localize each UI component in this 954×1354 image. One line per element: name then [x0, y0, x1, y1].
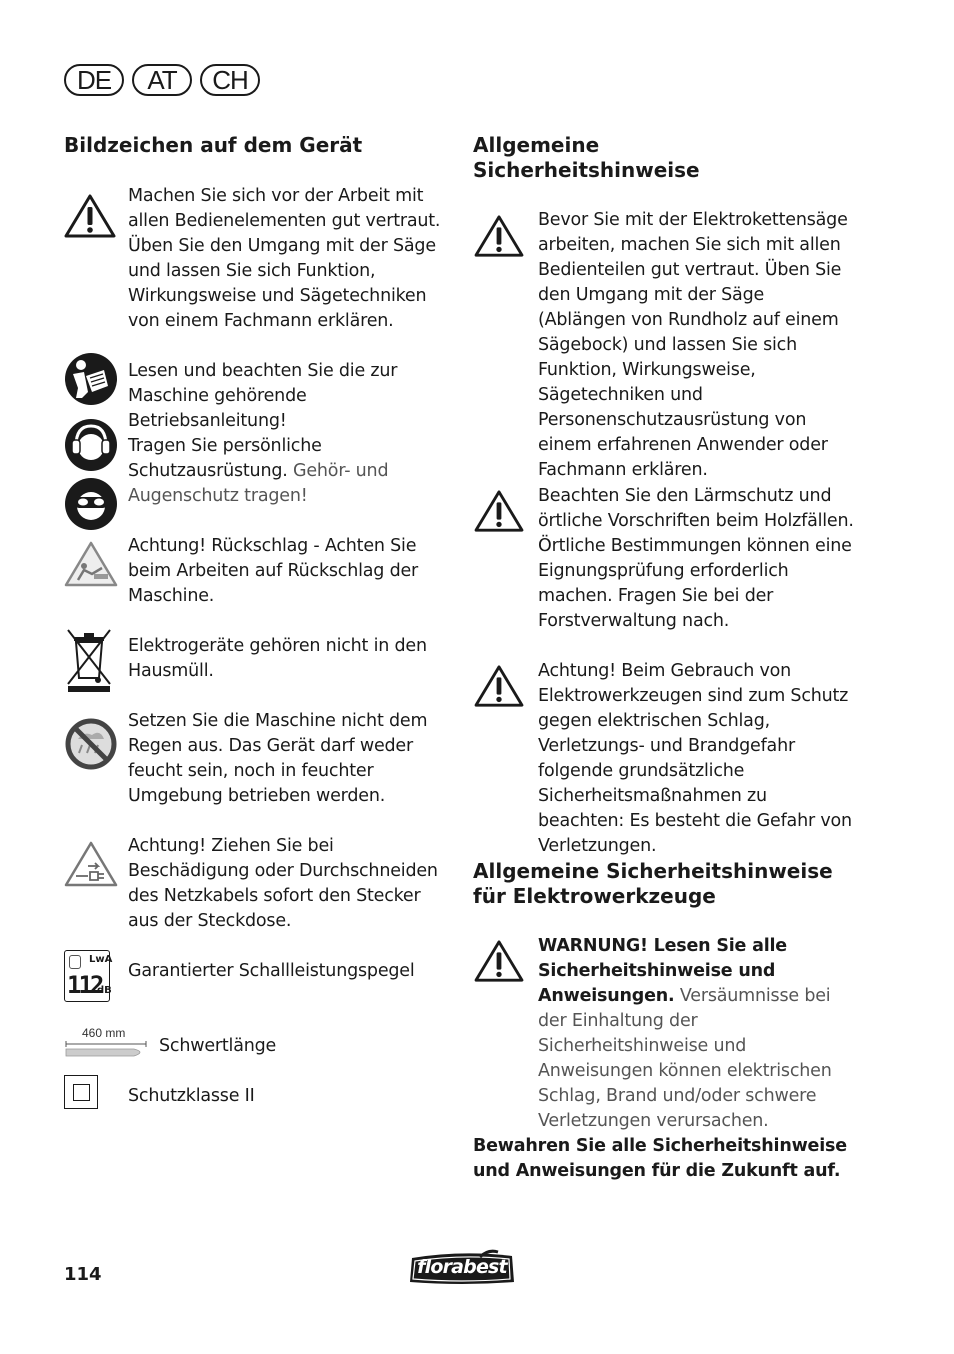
symbol-text-warning: Machen Sie sich vor der Arbeit mit allen Bedienelementen gut vertraut. Üben Sie den Umgang mit der Säge und lassen Sie sich Funktion, Wirkungsweise und Sägetechniken von einem Fachmann erklären.	[128, 186, 441, 331]
warning-icon	[474, 939, 524, 983]
safety-text-1: Bevor Sie mit der Elektrokettensäge arbeiten, machen Sie sich mit allen Bedienteilen gut vertraut. Üben Sie den Umgang mit der Säge (Ablängen von Rundholz auf einem Sägebock) und lassen Sie sich Funktion, Wirkungsweise, Sägetechniken und Personenschutzausrüstung von einem erfahrenen Anwender oder Fachmann erklären.	[538, 210, 848, 480]
symbol-text-kickback: Achtung! Rückschlag - Achten Sie beim Arbeiten auf Rückschlag der Maschine.	[128, 536, 419, 606]
badge-at: AT	[132, 64, 192, 96]
badge-de: DE	[64, 64, 124, 96]
florabest-logo	[406, 1248, 518, 1288]
bar-length-value: 460 mm	[82, 1026, 126, 1040]
inner-square-icon	[73, 1084, 90, 1101]
symbol-text-disposal: Elektrogeräte gehören nicht in den Hausmüll.	[128, 636, 427, 681]
sound-power-icon	[64, 950, 113, 1002]
right-heading-1: Allgemeine Sicherheitshinweise	[473, 133, 700, 182]
speaker-icon	[69, 955, 81, 969]
crossed-bin-icon	[64, 628, 114, 694]
symbol-text-sound: Garantierter Schallleistungspegel	[128, 961, 415, 981]
warning-icon	[474, 214, 524, 258]
symbol-text-ppe: Tragen Sie persönliche Schutzausrüstung. Gehör- und Augenschutz tragen!	[128, 436, 389, 506]
warning-icon	[474, 489, 524, 533]
protection-class-icon	[64, 1075, 98, 1109]
sound-power-unit: dB	[97, 985, 112, 996]
bar-length-icon	[64, 1026, 148, 1060]
safety-text-2: Beachten Sie den Lärmschutz und örtliche Vorschriften beim Holzfällen. Örtliche Bestimmungen können eine Eignungsprüfung erforderlich machen. Fragen Sie bei der Forstverwaltung nach.	[538, 486, 854, 631]
unplug-warning-icon	[64, 840, 118, 888]
symbol-text-unplug: Achtung! Ziehen Sie bei Beschädigung oder Durchschneiden des Netzkabels sofort den Stecker aus der Steckdose.	[128, 836, 438, 931]
symbol-text-bar-length: Schwertlänge	[159, 1036, 277, 1056]
warning-icon	[64, 193, 116, 239]
symbol-text-manual: Lesen und beachten Sie die zur Maschine gehörende Betriebsanleitung!	[128, 361, 398, 431]
warning-icon	[474, 664, 524, 708]
logo-text: florabest	[417, 1256, 507, 1278]
symbol-text-protection: Schutzklasse II	[128, 1086, 255, 1106]
eye-protection-icon	[64, 477, 118, 531]
no-rain-icon	[64, 717, 118, 771]
keep-instructions-note: Bewahren Sie alle Sicherheitshinweise und Anweisungen für die Zukunft auf.	[473, 1136, 847, 1181]
read-manual-icon	[64, 352, 118, 406]
right-heading-2: Allgemeine Sicherheitshinweise für Elektrowerkzeuge	[473, 859, 833, 908]
language-badges	[64, 64, 260, 96]
symbol-text-rain: Setzen Sie die Maschine nicht dem Regen aus. Das Gerät darf weder feucht sein, noch in feuchter Umgebung betrieben werden.	[128, 711, 428, 806]
sound-power-label: LwA	[89, 954, 113, 965]
kickback-warning-icon	[64, 540, 118, 588]
warning-paragraph: WARNUNG! Lesen Sie alle Sicherheitshinweise und Anweisungen. Versäumnisse bei der Einhaltung der Sicherheitshinweise und Anweisungen können elektrischen Schlag, Brand und/oder schwere Verletzungen verursachen.	[538, 936, 832, 1131]
safety-text-3: Achtung! Beim Gebrauch von Elektrowerkzeugen sind zum Schutz gegen elektrischen Schlag, Verletzungs- und Brandgefahr folgende grundsätzliche Sicherheitsmaßnahmen zu beachten: Es besteht die Gefahr von Verletzungen.	[538, 661, 852, 856]
sound-power-value: 112	[67, 971, 102, 999]
badge-ch: CH	[200, 64, 260, 96]
ear-protection-icon	[64, 418, 118, 472]
page-number: 114	[64, 1264, 102, 1285]
left-heading: Bildzeichen auf dem Gerät	[64, 133, 363, 157]
bar-shape-icon	[64, 1040, 148, 1058]
